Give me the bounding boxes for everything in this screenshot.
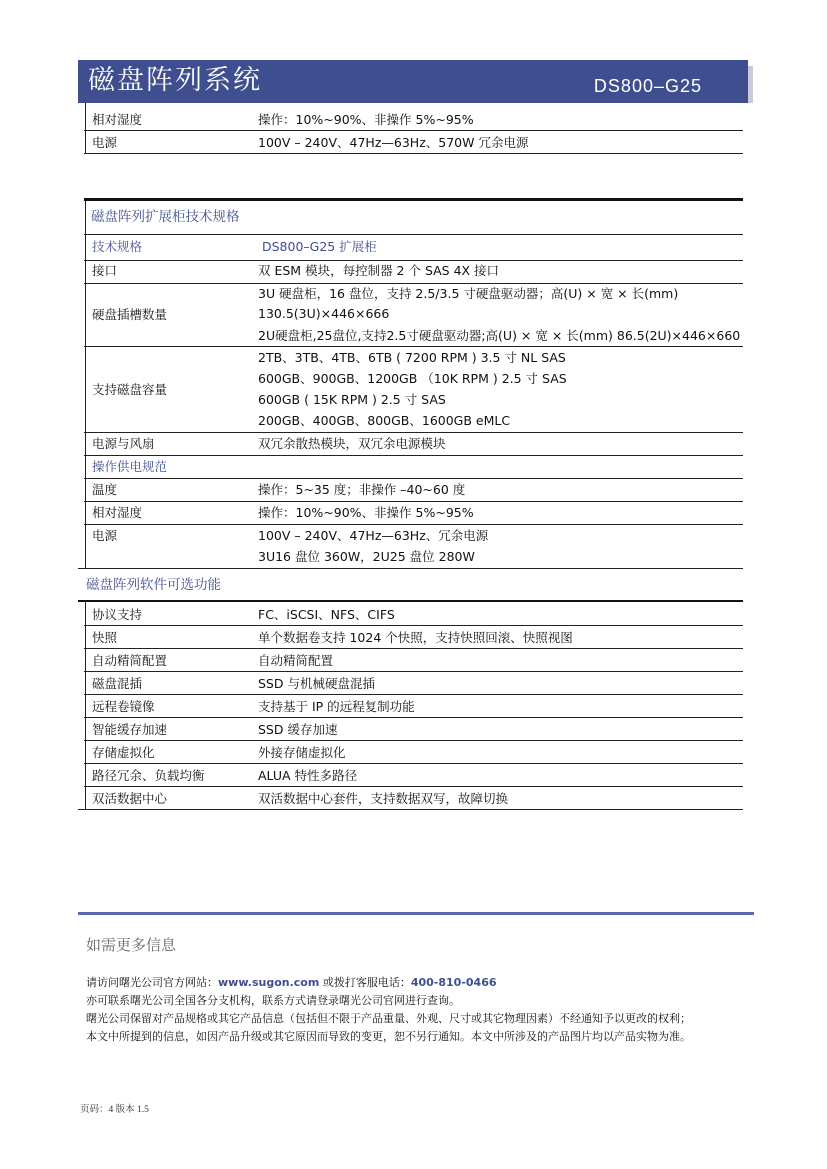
row-label-humidity: 相对湿度 [92,505,143,520]
document-title: 磁盘阵列系统 [88,65,262,96]
row-divider [84,346,743,347]
row-divider [84,763,743,764]
row-value-capacity-line4: 200GB、400GB、800GB、1600GB eMLC [258,413,511,428]
software-row-value: SSD 与机械硬盘混插 [258,676,375,691]
banner-shadow [748,66,753,103]
footer-visit-text: 请访问曙光公司官方网站： [86,976,218,989]
more-info-heading: 如需更多信息 [86,936,177,954]
row-value-temperature: 操作：5~35 度；非操作 –40~60 度 [258,482,466,497]
section-rule [84,198,743,201]
page-version-info: 页码：4 版本 1.5 [80,1105,149,1115]
row-label-capacity: 支持磁盘容量 [92,382,168,397]
row-divider [84,671,743,672]
top-row-value-humidity: 操作：10%~90%、非操作 5%~95% [258,112,474,127]
row-value-capacity-line3: 600GB ( 15K RPM ) 2.5 寸 SAS [258,392,446,407]
model-name: DS800–G25 [593,76,702,96]
power-spec-title: 操作供电规范 [92,459,168,474]
table-left-border [85,201,86,569]
footer-disclaimer-2: 本文中所提到的信息，如因产品升级或其它原因而导致的变更，恕不另行通知。本文中所涉及的产品图片均以产品实物为准。 [86,1030,691,1043]
software-row-label: 快照 [92,630,118,645]
row-divider [84,283,743,284]
row-label-power: 电源 [92,528,118,543]
row-divider [84,130,743,131]
row-value-power-line2: 3U16 盘位 360W，2U25 盘位 280W [258,549,475,564]
row-value-capacity-line1: 2TB、3TB、4TB、6TB ( 7200 RPM ) 3.5 寸 NL SAS [258,350,566,365]
software-row-value: FC、iSCSI、NFS、CIFS [258,607,395,622]
row-divider [84,478,743,479]
row-divider [84,260,743,261]
top-row-label-power: 电源 [92,135,118,150]
table-left-border [85,602,86,809]
software-row-value: SSD 缓存加速 [258,722,338,737]
footer-contact-line [86,975,497,991]
software-row-label: 智能缓存加速 [92,722,168,737]
top-row-label-humidity: 相对湿度 [92,112,143,127]
row-value-power-line1: 100V – 240V、47Hz—63Hz、冗余电源 [258,528,489,543]
software-row-label: 双活数据中心 [92,791,168,806]
row-value-drive-slots-line2: 130.5(3U)×446×666 [258,306,390,321]
row-divider [84,432,743,433]
software-row-label: 存储虚拟化 [92,745,155,760]
expansion-section-title: 磁盘阵列扩展柜技术规格 [91,209,240,225]
phone-number: 400-810-0466 [410,976,497,989]
footer-branch-text: 亦可联系曙光公司全国各分支机构，联系方式请登录曙光公司官网进行查询。 [86,994,460,1007]
row-divider [84,234,743,235]
software-row-label: 远程卷镜像 [92,699,155,714]
table-left-border [85,103,86,153]
col-header-spec: 技术规格 [92,239,143,254]
software-row-value: ALUA 特性多路径 [258,768,358,783]
software-row-label: 协议支持 [92,607,143,622]
website-link[interactable]: www.sugon.com [218,976,320,989]
software-row-label: 自动精简配置 [92,653,168,668]
row-divider [78,568,743,569]
row-label-drive-slots: 硬盘插槽数量 [92,307,168,322]
row-value-interface: 双 ESM 模块，每控制器 2 个 SAS 4X 接口 [258,263,500,278]
software-row-value: 双活数据中心套件，支持数据双写，故障切换 [258,791,509,806]
row-label-interface: 接口 [92,263,118,278]
section-rule [78,600,743,602]
col-header-model: DS800–G25 扩展柜 [262,239,377,254]
software-row-label: 磁盘混插 [92,676,143,691]
software-row-label: 路径冗余、负载均衡 [92,768,205,783]
footer-disclaimer-1: 曙光公司保留对产品规格或其它产品信息（包括但不限于产品重量、外观、尺寸或其它物理因素）不经通知予以更改的权利； [86,1012,691,1025]
software-section-title: 磁盘阵列软件可选功能 [86,577,221,593]
row-divider [84,740,743,741]
row-divider [84,625,743,626]
row-divider [84,717,743,718]
software-row-value: 单个数据卷支持 1024 个快照，支持快照回滚、快照视图 [258,630,573,645]
footer-call-text: 或拨打客服电话： [319,976,411,989]
row-divider [84,455,743,456]
software-row-value: 外接存储虚拟化 [258,745,346,760]
row-value-capacity-line2: 600GB、900GB、1200GB （10K RPM ) 2.5 寸 SAS [258,371,567,386]
top-row-value-power: 100V – 240V、47Hz—63Hz、570W 冗余电源 [258,135,529,150]
footer-rule [78,912,754,915]
row-divider [78,809,743,810]
row-divider [84,648,743,649]
header-banner [78,60,748,103]
row-divider [84,524,743,525]
row-divider [84,501,743,502]
row-value-drive-slots-line1: 3U 硬盘柜，16 盘位，支持 2.5/3.5 寸硬盘驱动器；高(U) × 宽 × 长(mm) [258,286,679,301]
row-value-humidity: 操作：10%~90%、非操作 5%~95% [258,505,474,520]
row-label-temperature: 温度 [92,482,118,497]
row-divider [84,694,743,695]
software-row-value: 自动精简配置 [258,653,334,668]
software-row-value: 支持基于 IP 的远程复制功能 [258,699,415,714]
row-value-drive-slots-line3: 2U硬盘柜,25盘位,支持2.5寸硬盘驱动器;高(U) × 宽 × 长(mm) 86.5(2U)×446×660 [258,328,741,343]
row-divider [84,153,743,154]
row-divider [84,786,743,787]
row-label-power-fan: 电源与风扇 [92,436,155,451]
row-value-power-fan: 双冗余散热模块，双冗余电源模块 [258,436,446,451]
